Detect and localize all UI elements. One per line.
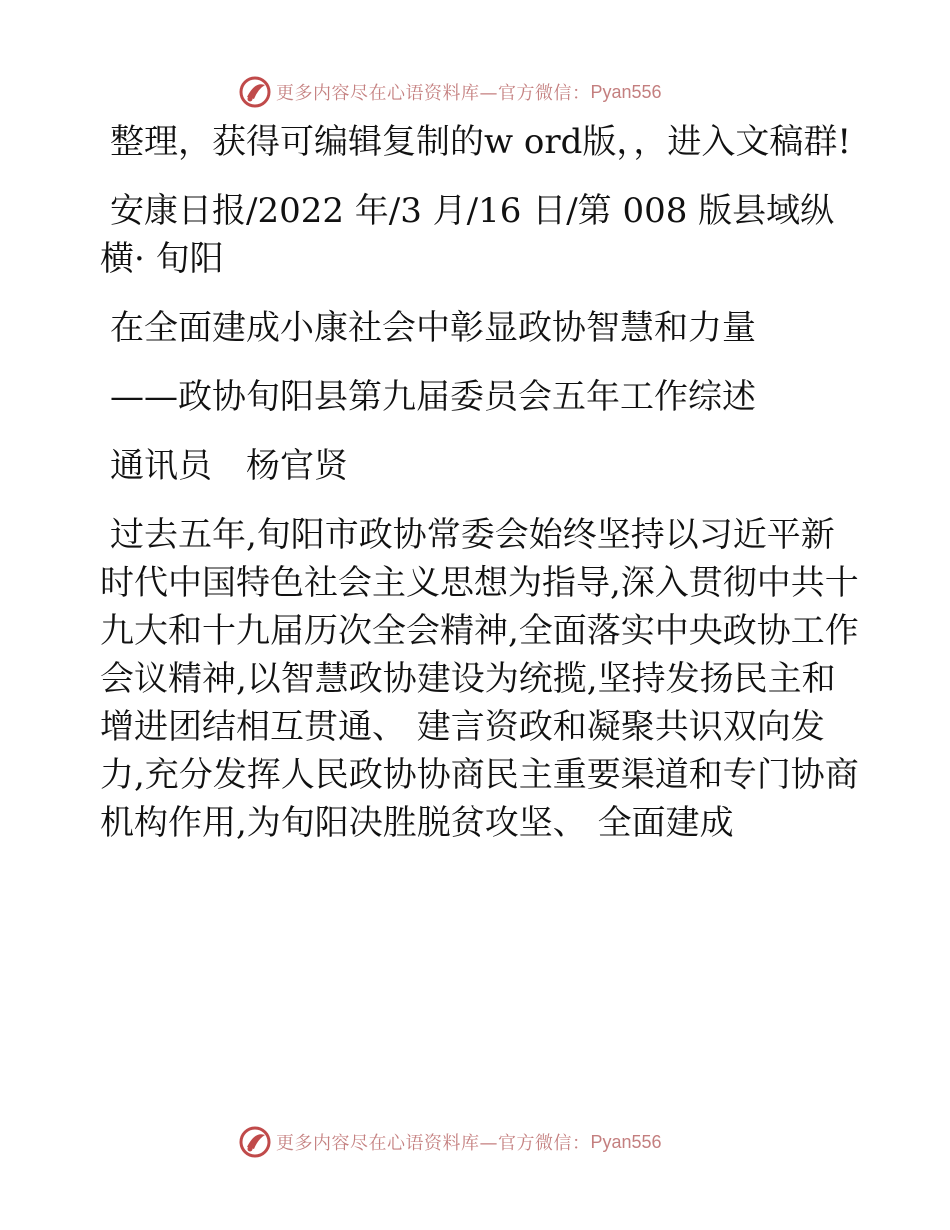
article-title: 在全面建成小康社会中彰显政协智慧和力量 [110,308,756,348]
banner-wechat-id: Pyan556 [590,1131,662,1152]
header-banner [238,72,662,112]
article-subtitle: ——政协旬阳县第九届委员会五年工作综述 [110,377,756,417]
banner-wechat-id: Pyan556 [590,81,662,102]
document-body [100,118,860,847]
body-paragraph: 过去五年,旬阳市政协常委会始终坚持以习近平新时代中国特色社会主义思想为指导,深入贯彻中共十九大和十九届历次全会精神,全面落实中央政协工作会议精神,以智慧政协建设为统揽,坚持发扬民主和增进团结相互贯通、 建言资政和凝聚共识双向发力,充分发挥人民政协协商民主重要渠道和专门协商机构作用,为旬阳决胜脱贫攻坚、 全面建成 [100,515,859,843]
byline: 通讯员 杨官贤 [110,446,348,486]
source-line: 安康日报/2022 年/3 月/16 日/第 008 版县域纵横· 旬阳 [100,191,835,279]
seal-logo-icon [238,75,272,109]
banner-text: 更多内容尽在心语资料库—官方微信： [276,83,591,104]
seal-logo-icon [238,1125,272,1159]
intro-paragraph: 整理，获得可编辑复制的w ord版，，进入文稿群! [110,122,852,162]
footer-banner [238,1122,662,1162]
banner-text: 更多内容尽在心语资料库—官方微信： [276,1133,591,1154]
